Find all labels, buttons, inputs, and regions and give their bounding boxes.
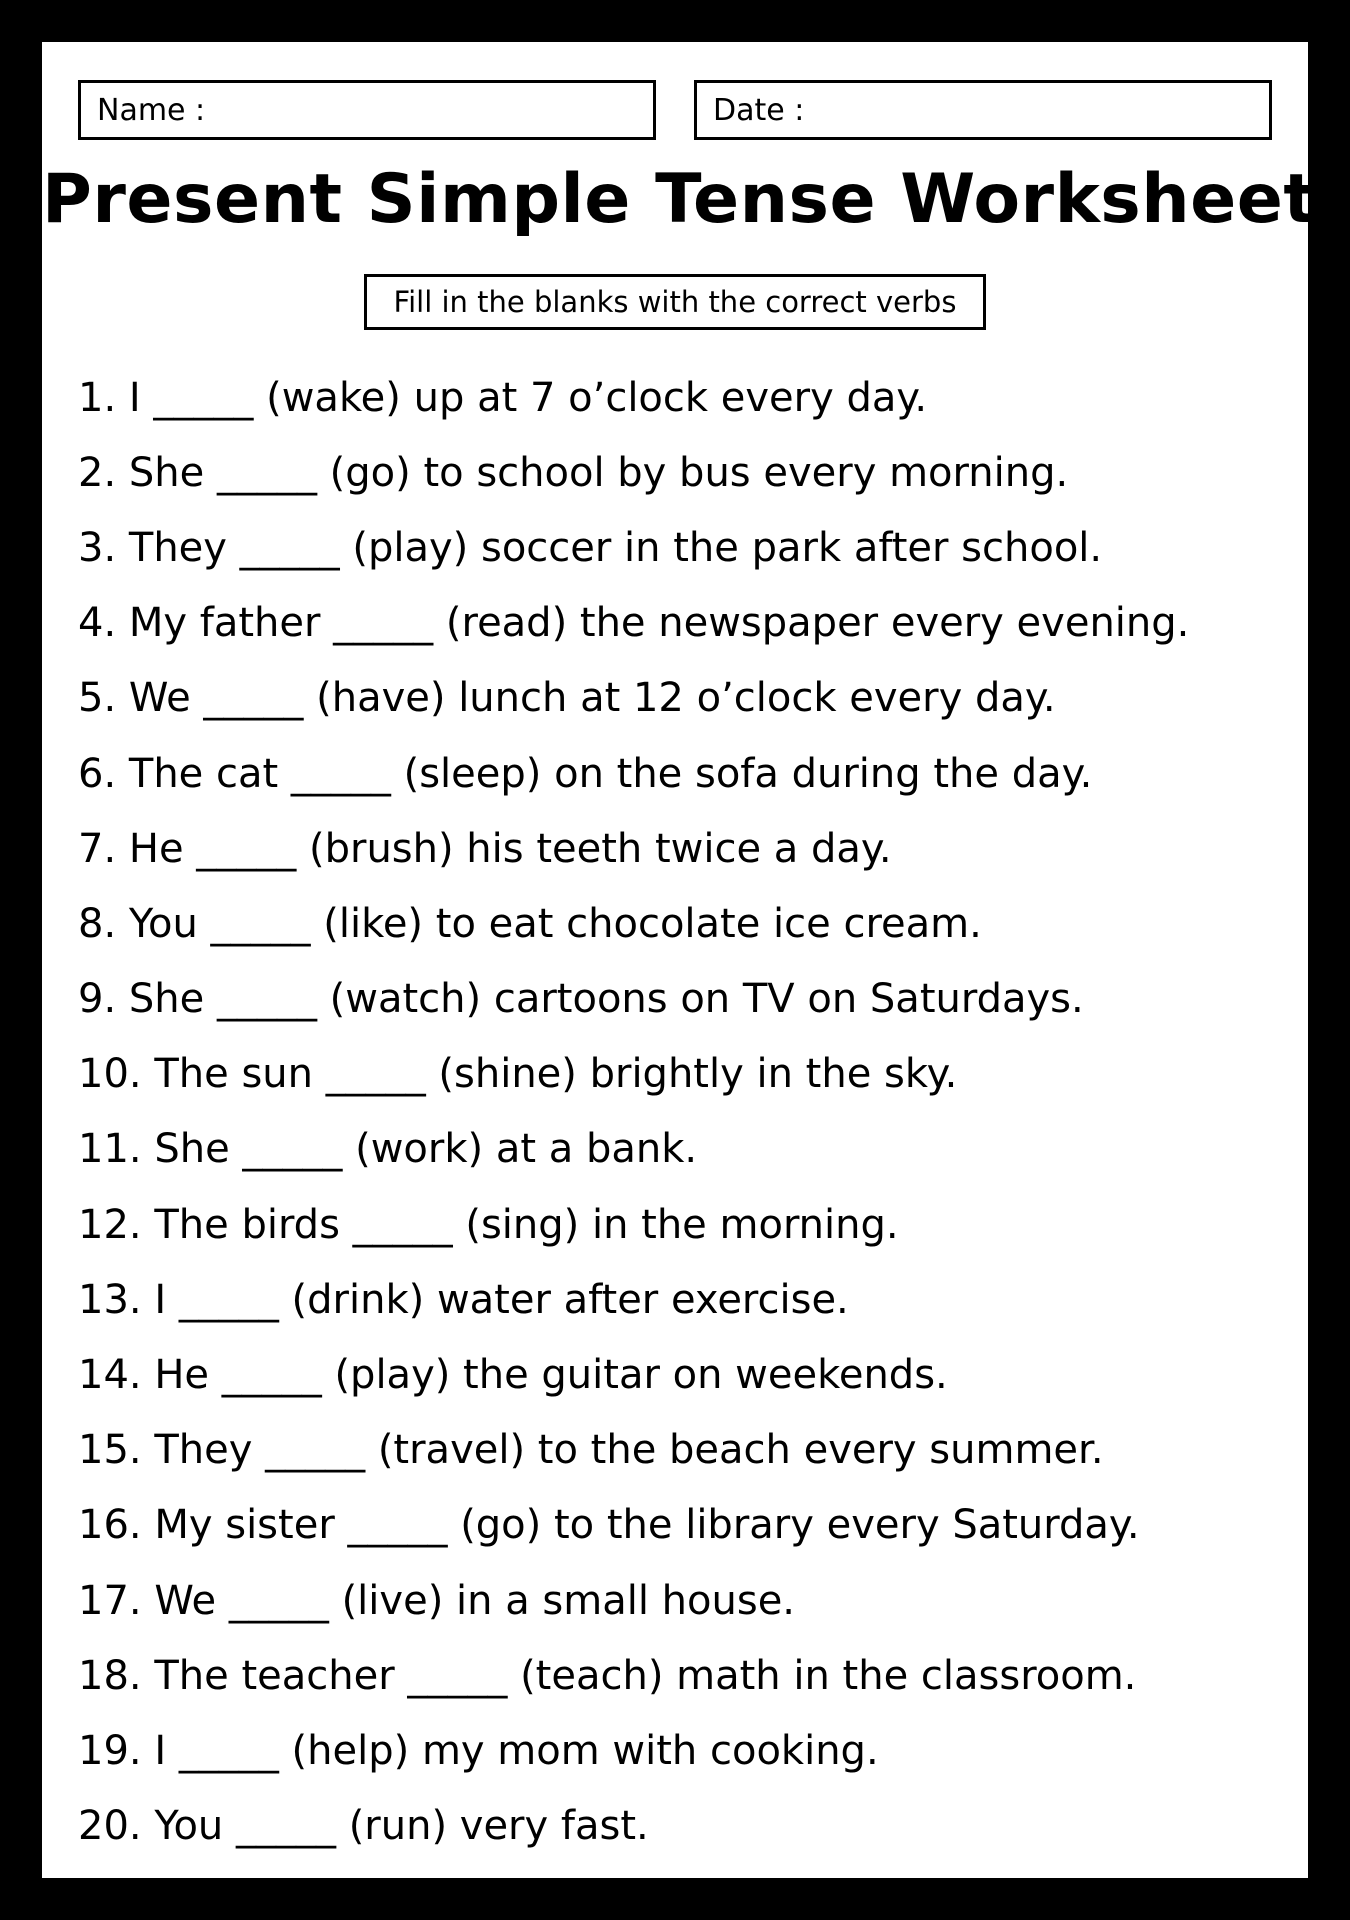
name-label: Name :: [97, 92, 206, 128]
question-item: 1. I _____ (wake) up at 7 o’clock every day.: [78, 374, 928, 421]
question-item: 10. The sun _____ (shine) brightly in the sky.: [78, 1051, 958, 1098]
question-item: 2. She _____ (go) to school by bus every morning.: [78, 449, 1069, 496]
question-item: 6. The cat _____ (sleep) on the sofa during the day.: [78, 750, 1093, 797]
question-item: 5. We _____ (have) lunch at 12 o’clock every day.: [78, 675, 1056, 722]
question-item: 16. My sister _____ (go) to the library every Saturday.: [78, 1502, 1140, 1549]
question-item: 20. You _____ (run) very fast.: [78, 1803, 649, 1850]
question-item: 19. I _____ (help) my mom with cooking.: [78, 1727, 879, 1774]
question-item: 3. They _____ (play) soccer in the park after school.: [78, 524, 1103, 571]
question-item: 9. She _____ (watch) cartoons on TV on Saturdays.: [78, 976, 1084, 1023]
worksheet-page: [42, 42, 1317, 1878]
instruction-text: Fill in the blanks with the correct verbs: [393, 285, 957, 319]
date-label: Date :: [713, 92, 805, 128]
question-item: 12. The birds _____ (sing) in the morning.: [78, 1201, 899, 1248]
question-item: 14. He _____ (play) the guitar on weekends.: [78, 1352, 948, 1399]
question-item: 18. The teacher _____ (teach) math in the classroom.: [78, 1652, 1137, 1699]
question-item: 7. He _____ (brush) his teeth twice a day.: [78, 825, 892, 872]
question-item: 11. She _____ (work) at a bank.: [78, 1126, 698, 1173]
name-field[interactable]: [78, 80, 656, 140]
date-field[interactable]: [694, 80, 1272, 140]
question-item: 8. You _____ (like) to eat chocolate ice cream.: [78, 900, 982, 947]
question-item: 13. I _____ (drink) water after exercise.: [78, 1276, 849, 1323]
question-item: 4. My father _____ (read) the newspaper every evening.: [78, 600, 1190, 647]
question-item: 17. We _____ (live) in a small house.: [78, 1577, 796, 1624]
question-item: 15. They _____ (travel) to the beach every summer.: [78, 1427, 1104, 1474]
question-list: [78, 360, 1278, 1864]
worksheet-title: Present Simple Tense Worksheet: [42, 160, 1317, 239]
instruction-box: [364, 274, 986, 330]
